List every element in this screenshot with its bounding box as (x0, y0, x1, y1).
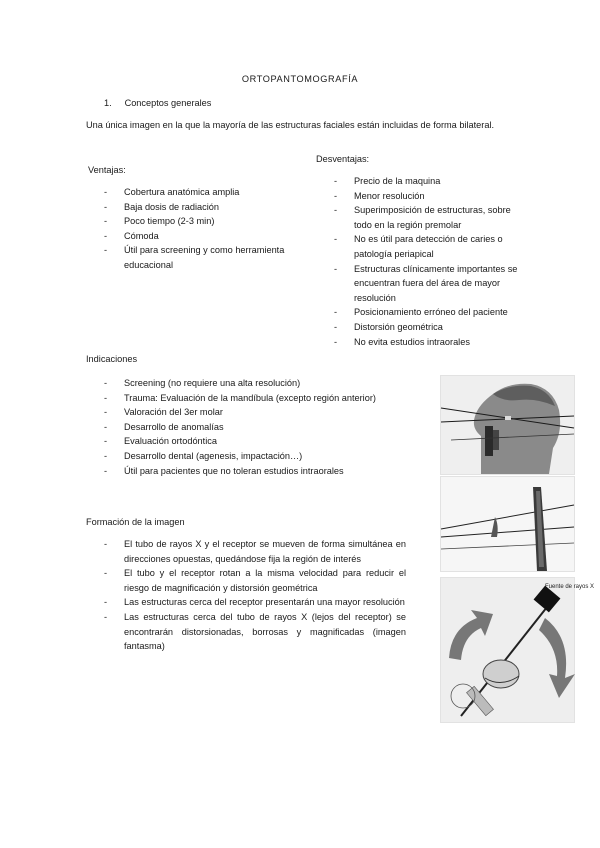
ventajas-list (104, 185, 314, 273)
list-item: - Las estructuras cerca del receptor presentarán una mayor resolución (104, 595, 406, 610)
list-item: - Cómoda (104, 229, 314, 244)
list-item: - Baja dosis de radiación (104, 200, 314, 215)
list-item: - El tubo y el receptor rotan a la misma velocidad para reducir el riesgo de magnificación y distorsión geométrica (104, 566, 406, 595)
indicaciones-list (104, 376, 404, 478)
section-heading (104, 96, 211, 111)
list-item: - No es útil para detección de caries o patología periapical (334, 232, 530, 261)
list-item: - Superimposición de estructuras, sobre todo en la región premolar (334, 203, 530, 232)
rotation-diagram-figure (440, 577, 595, 723)
document-title: ORTOPANTOMOGRAFÍA (241, 74, 359, 84)
list-item: - Desarrollo dental (agenesis, impactación…) (104, 449, 404, 464)
list-item: - Desarrollo de anomalías (104, 420, 404, 435)
list-item: - Cobertura anatómica amplia (104, 185, 314, 200)
list-item: - Útil para screening y como herramienta educacional (104, 243, 314, 272)
list-item: - No evita estudios intraorales (334, 335, 530, 350)
list-item: - Menor resolución (334, 189, 530, 204)
formacion-heading: Formación de la imagen (86, 517, 185, 527)
section-number: 1. (104, 98, 112, 108)
indicaciones-heading: Indicaciones (86, 354, 138, 364)
list-item: - Valoración del 3er molar (104, 405, 404, 420)
list-item: - Posicionamiento erróneo del paciente (334, 305, 530, 320)
list-item: - El tubo de rayos X y el receptor se mueven de forma simultánea en direcciones opuestas, quedándose fija la región de interés (104, 537, 406, 566)
list-item: - Precio de la maquina (334, 174, 530, 189)
list-item: - Poco tiempo (2-3 min) (104, 214, 314, 229)
desventajas-list (334, 174, 530, 349)
list-item: - Evaluación ortodóntica (104, 434, 404, 449)
formacion-list (104, 537, 406, 654)
list-item: - Screening (no requiere una alta resolución) (104, 376, 304, 391)
head-profile-figure (440, 375, 575, 475)
intro-paragraph: Una única imagen en la que la mayoría de las estructuras faciales están incluidas de forma bilateral. (86, 120, 495, 130)
ventajas-heading: Ventajas: (88, 165, 126, 175)
spine-figure (440, 476, 575, 572)
list-item: - Las estructuras cerca del tubo de rayos X (lejos del receptor) se encontrarán distorsionadas, borrosas y magnificadas (imagen fantasma) (104, 610, 406, 654)
section-label: Conceptos generales (124, 98, 212, 108)
list-item: - Útil para pacientes que no toleran estudios intraorales (104, 464, 404, 479)
list-item: - Distorsión geométrica (334, 320, 530, 335)
list-item: - Trauma: Evaluación de la mandíbula (excepto región anterior) (104, 391, 404, 406)
desventajas-heading: Desventajas: (316, 154, 370, 164)
list-item: - Estructuras clínicamente importantes se encuentran fuera del área de mayor resolución (334, 262, 530, 306)
figure3-label: Fuente de rayos X (545, 584, 595, 590)
